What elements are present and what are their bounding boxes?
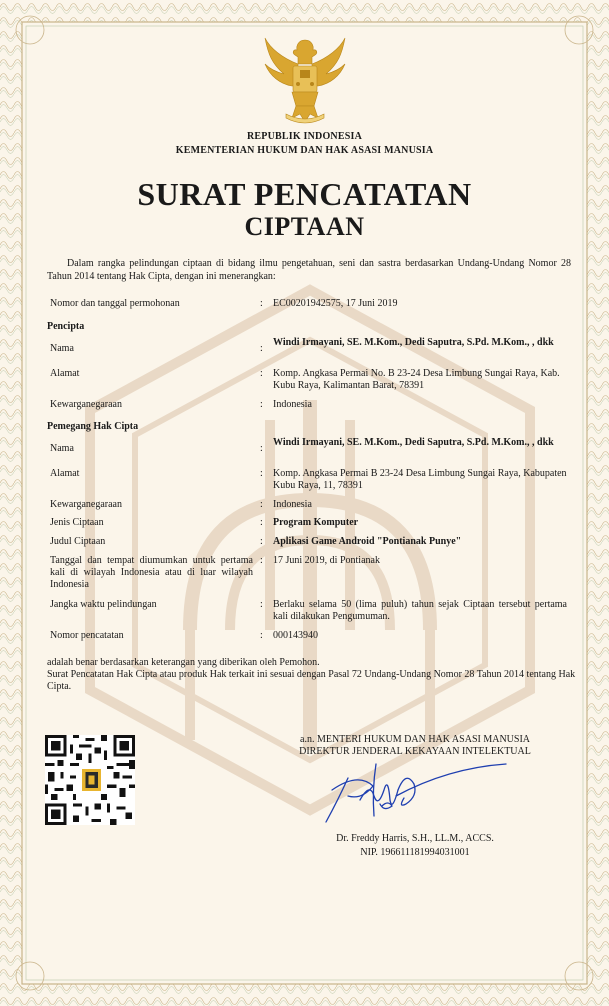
work-title-label: Judul Ciptaan — [50, 536, 106, 547]
colon: : — [260, 536, 263, 547]
pemegang-citizenship-label: Kewarganegaraan — [50, 499, 122, 510]
header-ministry: KEMENTERIAN HUKUM DAN HAK ASASI MANUSIA — [175, 145, 434, 156]
colon: : — [260, 499, 263, 510]
colon: : — [260, 343, 263, 354]
colon: : — [260, 555, 263, 566]
pemegang-address-label: Alamat — [50, 468, 80, 479]
work-type-label: Jenis Ciptaan — [50, 517, 104, 528]
colon: : — [260, 599, 263, 610]
pemegang-citizenship-value: Indonesia — [273, 499, 312, 510]
work-published-label: Tanggal dan tempat diumumkan untuk pertama kali di wilayah Indonesia atau di luar wilayah Indonesia — [50, 555, 253, 590]
pemegang-address-value: Komp. Angkasa Permai B 23-24 Desa Limbung Sungai Raya, Kabupaten Kubu Raya, 11, 78391 — [273, 468, 567, 491]
garuda-emblem-icon — [262, 34, 348, 126]
qr-code-icon — [45, 735, 135, 825]
signatory-position: DIREKTUR JENDERAL KEKAYAAN INTELEKTUAL — [299, 746, 531, 757]
section-pemegang: Pemegang Hak Cipta — [47, 421, 139, 432]
colon: : — [260, 368, 263, 379]
work-term-value: Berlaku selama 50 (lima puluh) tahun sejak Ciptaan tersebut pertama kali dilakukan Pengumuman. — [273, 599, 567, 622]
colon: : — [260, 517, 263, 528]
handwritten-signature — [318, 760, 508, 830]
document-title: SURAT PENCATATAN — [137, 176, 472, 212]
work-published-value: 17 Juni 2019, di Pontianak — [273, 555, 380, 566]
pencipta-address-value: Komp. Angkasa Permai No. B 23-24 Desa Limbung Sungai Raya, Kab. Kubu Raya, Kalimantan Barat, 78391 — [273, 368, 560, 391]
colon: : — [260, 468, 263, 479]
signatory-nip: NIP. 196611181994031001 — [360, 847, 470, 858]
pencipta-citizenship-value: Indonesia — [273, 399, 312, 410]
header-republic: REPUBLIK INDONESIA — [246, 131, 362, 142]
work-title-value: Aplikasi Game Android "Pontianak Punye" — [273, 536, 462, 547]
application-value: EC00201942575, 17 Juni 2019 — [273, 298, 398, 309]
signatory-name: Dr. Freddy Harris, S.H., LL.M., ACCS. — [336, 833, 494, 844]
pencipta-address-label: Alamat — [50, 368, 80, 379]
colon: : — [260, 630, 263, 641]
colon: : — [260, 399, 263, 410]
closing-line-2: Surat Pencatatan Hak Cipta atau produk Hak terkait ini sesuai dengan Pasal 72 Undang-Undang Nomor 28 Tahun 2014 tentang Hak Cipta. — [47, 669, 576, 692]
application-label: Nomor dan tanggal permohonan — [50, 298, 180, 309]
work-term-label: Jangka waktu pelindungan — [50, 599, 157, 610]
colon: : — [260, 298, 263, 309]
record-number-value: 000143940 — [273, 630, 318, 641]
intro-paragraph: Dalam rangka pelindungan ciptaan di bidang ilmu pengetahuan, seni dan sastra berdasarkan Undang-Undang Nomor 28 Tahun 2014 tentang Hak Cipta, dengan ini menerangkan: — [47, 258, 571, 282]
document-subtitle: CIPTAAN — [244, 212, 365, 241]
pencipta-name-value: Windi Irmayani, SE. M.Kom., Dedi Saputra, S.Pd. M.Kom., , dkk — [273, 337, 554, 348]
closing-line-1: adalah benar berdasarkan keterangan yang diberikan oleh Pemohon. — [47, 657, 320, 668]
signatory-on-behalf: a.n. MENTERI HUKUM DAN HAK ASASI MANUSIA — [300, 734, 530, 745]
section-pencipta: Pencipta — [47, 321, 85, 332]
closing-statement — [47, 657, 577, 693]
pemegang-name-value: Windi Irmayani, SE. M.Kom., Dedi Saputra, S.Pd. M.Kom., , dkk — [273, 437, 554, 448]
pemegang-name-label: Nama — [50, 443, 74, 454]
pencipta-citizenship-label: Kewarganegaraan — [50, 399, 122, 410]
work-type-value: Program Komputer — [273, 517, 359, 528]
record-number-label: Nomor pencatatan — [50, 630, 124, 641]
pencipta-name-label: Nama — [50, 343, 74, 354]
colon: : — [260, 443, 263, 454]
